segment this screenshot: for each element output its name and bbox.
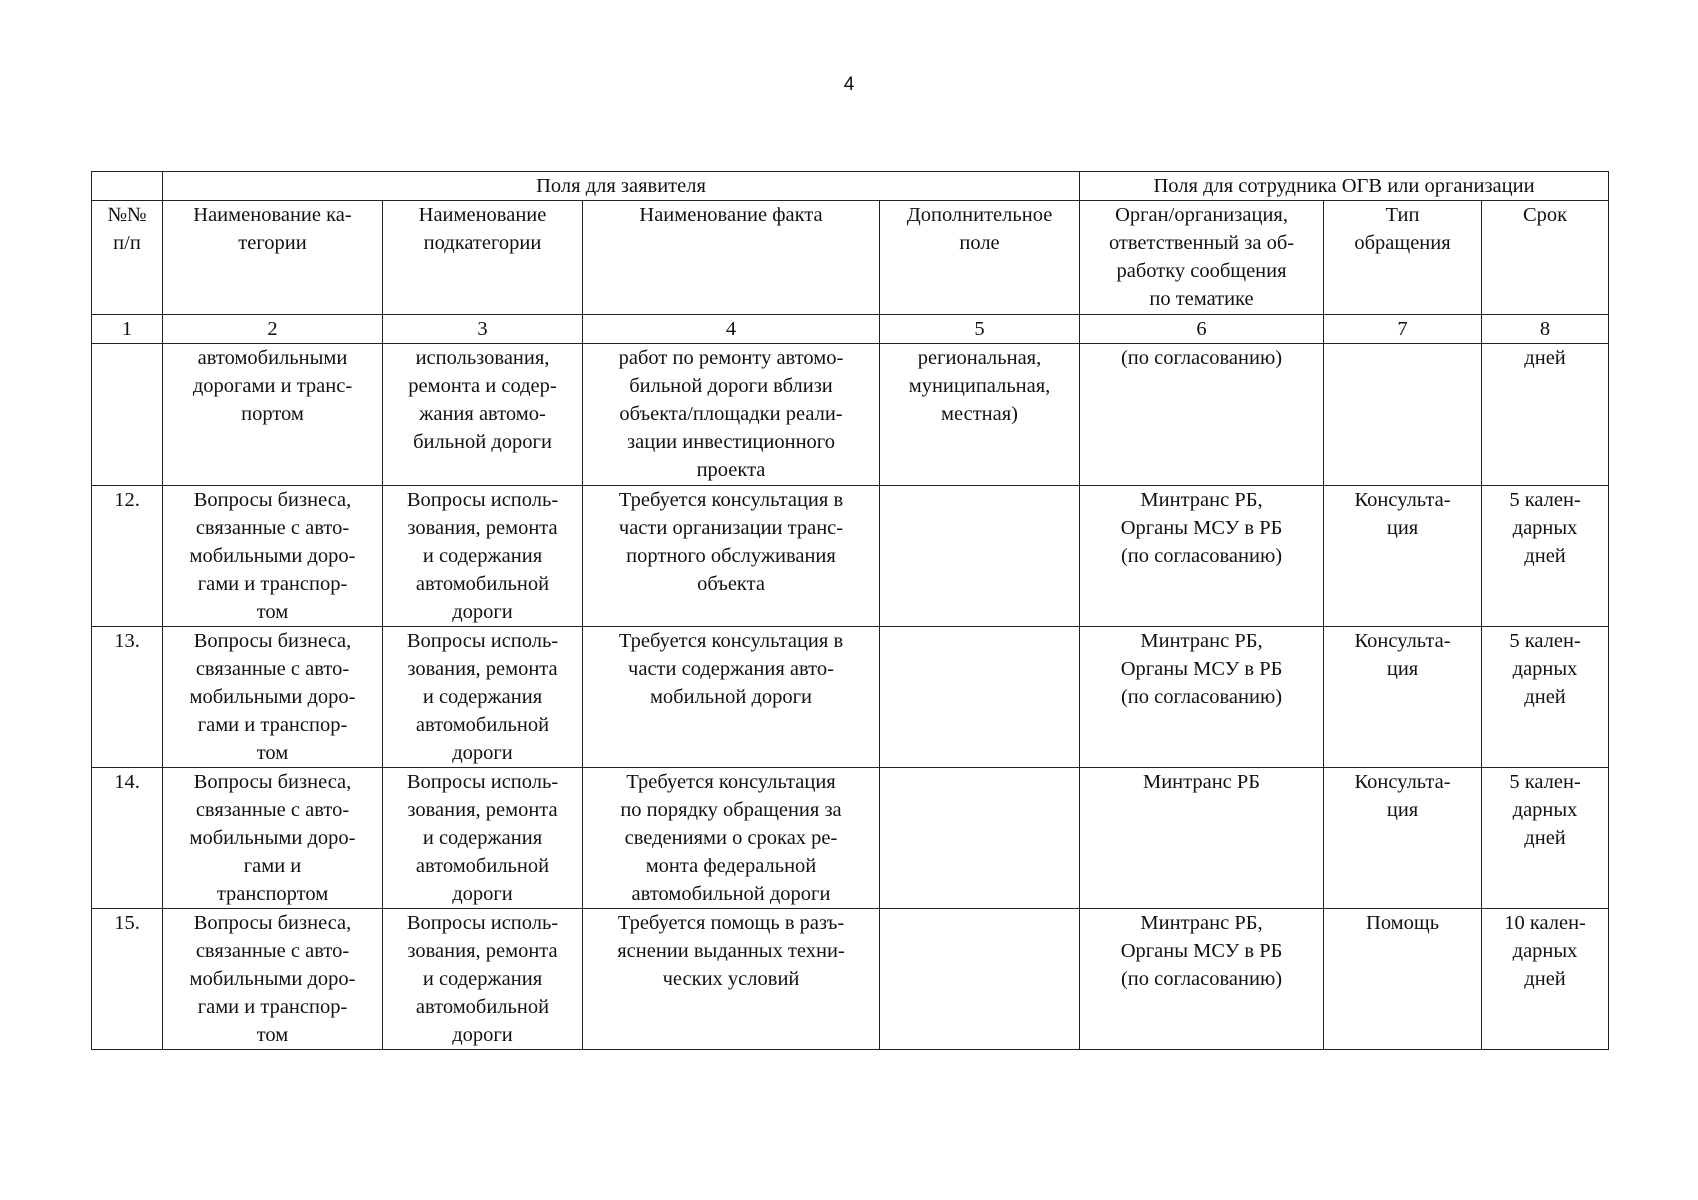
cell-number bbox=[92, 344, 163, 486]
cell-organ: Минтранс РБ, Органы МСУ в РБ (по согласованию) bbox=[1080, 486, 1324, 627]
cell-subcategory: Вопросы исполь- зования, ремонта и содержания автомобильной дороги bbox=[383, 486, 583, 627]
group-header-row bbox=[92, 172, 1609, 201]
col-header-term: Срок bbox=[1482, 201, 1609, 315]
cell-organ: Минтранс РБ, Органы МСУ в РБ (по согласованию) bbox=[1080, 909, 1324, 1050]
col-header-type: Тип обращения bbox=[1324, 201, 1482, 315]
cell-category: Вопросы бизнеса, связанные с авто- мобильными доро- гами и транспор- том bbox=[163, 627, 383, 768]
cell-number: 15. bbox=[92, 909, 163, 1050]
cell-term: 5 кален- дарных дней bbox=[1482, 627, 1609, 768]
cell-category: автомобильными дорогами и транс- портом bbox=[163, 344, 383, 486]
cell-category: Вопросы бизнеса, связанные с авто- мобильными доро- гами и транспортом bbox=[163, 768, 383, 909]
services-table bbox=[91, 171, 1609, 1050]
cell-type: Консульта- ция bbox=[1324, 627, 1482, 768]
col-number: 5 bbox=[880, 315, 1080, 344]
cell-organ: Минтранс РБ, Органы МСУ в РБ (по согласованию) bbox=[1080, 627, 1324, 768]
table-row-continuation bbox=[92, 344, 1609, 486]
cell-fact: Требуется консультация в части организации транс- портного обслуживания объекта bbox=[583, 486, 880, 627]
cell-subcategory: Вопросы исполь- зования, ремонта и содержания автомобильной дороги bbox=[383, 909, 583, 1050]
col-header-fact: Наименование факта bbox=[583, 201, 880, 315]
cell-category: Вопросы бизнеса, связанные с авто- мобильными доро- гами и транспор- том bbox=[163, 486, 383, 627]
cell-subcategory: использования, ремонта и содер- жания автомо- бильной дороги bbox=[383, 344, 583, 486]
col-number: 1 bbox=[92, 315, 163, 344]
cell-fact: Требуется консультация по порядку обращения за сведениями о сроках ре- монта федеральной автомобильной дороги bbox=[583, 768, 880, 909]
cell-extra bbox=[880, 909, 1080, 1050]
cell-extra bbox=[880, 768, 1080, 909]
cell-number: 12. bbox=[92, 486, 163, 627]
cell-fact: Требуется консультация в части содержания авто- мобильной дороги bbox=[583, 627, 880, 768]
cell-subcategory: Вопросы исполь- зования, ремонта и содержания автомобильной дороги bbox=[383, 768, 583, 909]
cell-type: Консульта- ция bbox=[1324, 768, 1482, 909]
col-header-subcategory: Наименование подкатегории bbox=[383, 201, 583, 315]
column-header-row bbox=[92, 201, 1609, 315]
cell-organ: Минтранс РБ bbox=[1080, 768, 1324, 909]
col-header-number: №№ п/п bbox=[92, 201, 163, 315]
col-number: 6 bbox=[1080, 315, 1324, 344]
table-row bbox=[92, 909, 1609, 1050]
col-header-category: Наименование ка- тегории bbox=[163, 201, 383, 315]
cell-extra bbox=[880, 627, 1080, 768]
cell-category: Вопросы бизнеса, связанные с авто- мобильными доро- гами и транспор- том bbox=[163, 909, 383, 1050]
col-number: 7 bbox=[1324, 315, 1482, 344]
cell-term: 5 кален- дарных дней bbox=[1482, 486, 1609, 627]
cell-organ: (по согласованию) bbox=[1080, 344, 1324, 486]
col-number: 2 bbox=[163, 315, 383, 344]
group-header-empty bbox=[92, 172, 163, 201]
cell-type bbox=[1324, 344, 1482, 486]
table-row bbox=[92, 627, 1609, 768]
cell-number: 13. bbox=[92, 627, 163, 768]
cell-term: дней bbox=[1482, 344, 1609, 486]
cell-type: Консульта- ция bbox=[1324, 486, 1482, 627]
column-number-row bbox=[92, 315, 1609, 344]
cell-fact: работ по ремонту автомо- бильной дороги вблизи объекта/площадки реали- зации инвестиционного проекта bbox=[583, 344, 880, 486]
col-header-organ: Орган/организация, ответственный за об- работку сообщения по тематике bbox=[1080, 201, 1324, 315]
cell-extra bbox=[880, 486, 1080, 627]
cell-number: 14. bbox=[92, 768, 163, 909]
table-row bbox=[92, 768, 1609, 909]
col-number: 4 bbox=[583, 315, 880, 344]
page-number: 4 bbox=[843, 74, 855, 95]
table-row bbox=[92, 486, 1609, 627]
cell-subcategory: Вопросы исполь- зования, ремонта и содержания автомобильной дороги bbox=[383, 627, 583, 768]
col-number: 8 bbox=[1482, 315, 1609, 344]
col-header-extra: Дополнительное поле bbox=[880, 201, 1080, 315]
group-header-applicant: Поля для заявителя bbox=[163, 172, 1080, 201]
col-number: 3 bbox=[383, 315, 583, 344]
cell-extra: региональная, муниципальная, местная) bbox=[880, 344, 1080, 486]
group-header-employee: Поля для сотрудника ОГВ или организации bbox=[1080, 172, 1609, 201]
cell-type: Помощь bbox=[1324, 909, 1482, 1050]
cell-fact: Требуется помощь в разъ- яснении выданных техни- ческих условий bbox=[583, 909, 880, 1050]
cell-term: 10 кален- дарных дней bbox=[1482, 909, 1609, 1050]
cell-term: 5 кален- дарных дней bbox=[1482, 768, 1609, 909]
